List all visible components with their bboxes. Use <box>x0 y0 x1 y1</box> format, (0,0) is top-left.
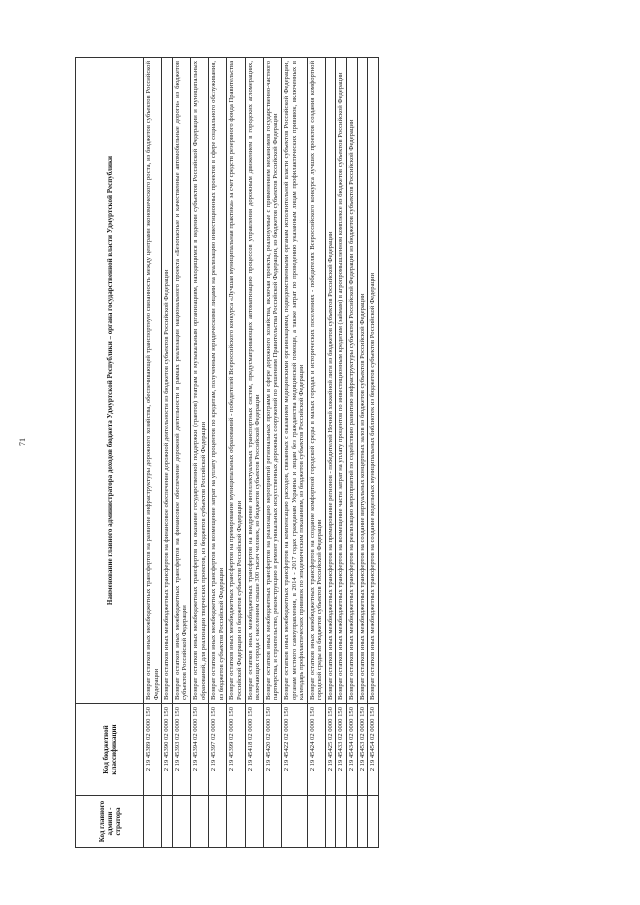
header-admin-code: Код главного админи - стратора <box>76 796 144 848</box>
budget-code-cell: 2 19 45454 02 0000 150 <box>368 704 379 796</box>
name-cell: Возврат остатков иных межбюджетных трансфертов на премирование муниципальных образований - победителей Всероссийского конкурса «Лучшая муниципальная практика» за счет средств резервного фонда Правительства Российской Федерации из бюджетов субъектов Российской Федерации <box>227 58 245 704</box>
table-row <box>368 58 379 848</box>
name-cell: Возврат остатков иных межбюджетных трансфертов на внедрение интеллектуальных транспортных систем, предусматривающих автоматизацию процессов управления дорожным движением в городских агломерациях, включающих города с населением свыше 300 тысяч человек, из бюджетов субъектов Российской Федерации <box>245 58 263 704</box>
admin-code-cell <box>162 796 173 848</box>
admin-code-cell <box>347 796 358 848</box>
budget-code-cell: 2 19 45424 02 0000 150 <box>307 704 325 796</box>
table-row <box>325 58 336 848</box>
budget-code-cell: 2 19 45422 02 0000 150 <box>281 704 307 796</box>
budget-code-cell: 2 19 45453 02 0000 150 <box>357 704 368 796</box>
table-row <box>245 58 263 848</box>
name-cell: Возврат остатков иных межбюджетных трансфертов на создание виртуальных концертных залов из бюджетов субъектов Российской Федерации <box>357 58 368 704</box>
table-body <box>144 58 379 848</box>
name-cell: Возврат остатков иных межбюджетных трансфертов на финансовое обеспечение дорожной деятельности в рамках реализации национального проекта «Безопасные и качественные автомобильные дороги» из бюджетов субъектов Российской Федерации <box>172 58 190 704</box>
name-cell: Возврат остатков иных межбюджетных трансфертов на финансовое обеспечение дорожной деятельности из бюджетов субъектов Российской Федерации <box>162 58 173 704</box>
admin-code-cell <box>281 796 307 848</box>
header-budget-code: Код бюджетной классификации <box>76 704 144 796</box>
budget-code-cell: 2 19 45425 02 0000 150 <box>325 704 336 796</box>
table-row <box>162 58 173 848</box>
name-cell: Возврат остатков иных межбюджетных трансфертов на оказание государственной поддержки (грантов) театрам и музыкальным организациям, находящимся в ведении субъектов Российской Федерации и муниципальных образований, для реализации творческих проектов, из бюджетов субъектов Российской Федерации <box>190 58 208 704</box>
budget-code-cell: 2 19 45418 02 0000 150 <box>245 704 263 796</box>
admin-code-cell <box>227 796 245 848</box>
table-row <box>144 58 162 848</box>
table-row <box>347 58 358 848</box>
table-row <box>209 58 227 848</box>
table-row <box>227 58 245 848</box>
budget-code-cell: 2 19 45389 02 0000 150 <box>144 704 162 796</box>
admin-code-cell <box>245 796 263 848</box>
revenue-administrators-table <box>75 57 379 848</box>
table-row <box>190 58 208 848</box>
budget-code-cell: 2 19 45399 02 0000 150 <box>227 704 245 796</box>
table-row <box>336 58 347 848</box>
admin-code-cell <box>357 796 368 848</box>
budget-code-cell: 2 19 45390 02 0000 150 <box>162 704 173 796</box>
budget-code-cell: 2 19 45420 02 0000 150 <box>263 704 281 796</box>
budget-code-cell: 2 19 45394 02 0000 150 <box>190 704 208 796</box>
table-header-row <box>76 58 144 848</box>
admin-code-cell <box>368 796 379 848</box>
admin-code-cell <box>190 796 208 848</box>
admin-code-cell <box>172 796 190 848</box>
name-cell: Возврат остатков иных межбюджетных трансфертов на реализацию мероприятий региональных программ в сфере дорожного хозяйства, включая проекты, реализуемые с применением механизмов государственно-частного партнерства, и строительство, реконструкцию и ремонт уникальных искусственных дорожных сооружений по решениям Правительства Российской Федерации, из бюджетов субъектов Российской Федерации <box>263 58 281 704</box>
name-cell: Возврат остатков иных межбюджетных трансфертов на возмещение затрат на уплату процентов по кредитам, полученным юридическими лицами на реализацию инвестиционных проектов в сфере социального обслуживания, из бюджетов субъектов Российской Федерации <box>209 58 227 704</box>
table-row <box>307 58 325 848</box>
table-row <box>172 58 190 848</box>
admin-code-cell <box>144 796 162 848</box>
admin-code-cell <box>336 796 347 848</box>
budget-code-cell: 2 19 45393 02 0000 150 <box>172 704 190 796</box>
admin-code-cell <box>307 796 325 848</box>
name-cell: Возврат остатков иных межбюджетных трансфертов на возмещение части затрат на уплату процентов по инвестиционным кредитам (займам) в агропромышленном комплексе из бюджетов субъектов Российской Федерации <box>336 58 347 704</box>
name-cell: Возврат остатков иных межбюджетных трансфертов на компенсацию расходов, связанных с оказанием медицинскими организациями, подведомственными органам исполнительной власти субъектов Российской Федерации, органам местного самоуправления, в 2014 - 2017 годах гражданам Украины и лицам без гражданства медицинской помощи, а также затрат по проведению указанным лицам профилактических прививок, включенных в календарь профилактических прививок по эпидемическим показаниям, из бюджетов субъектов Российской Федерации <box>281 58 307 704</box>
name-cell: Возврат остатков иных межбюджетных трансфертов на создание модельных муниципальных библиотек из бюджетов субъектов Российской Федерации <box>368 58 379 704</box>
admin-code-cell <box>263 796 281 848</box>
name-cell: Возврат остатков иных межбюджетных трансфертов на развитие инфраструктуры дорожного хозяйства, обеспечивающей транспортную связанность между центрами экономического роста, из бюджетов субъектов Российской Федерации <box>144 58 162 704</box>
rotated-table-container <box>75 58 585 848</box>
header-name: Наименование главного администратора доходов бюджета Удмуртской Республики – органа государственной власти Удмуртской Республики <box>76 58 144 704</box>
budget-code-cell: 2 19 45433 02 0000 150 <box>336 704 347 796</box>
table-row <box>263 58 281 848</box>
admin-code-cell <box>325 796 336 848</box>
name-cell: Возврат остатков иных межбюджетных трансфертов на создание комфортной городской среды в малых городах и исторических поселениях - победителях Всероссийского конкурса лучших проектов создания комфортной городской среды из бюджетов субъектов Российской Федерации <box>307 58 325 704</box>
page-number: 71 <box>18 438 27 446</box>
name-cell: Возврат остатков иных межбюджетных трансфертов на реализацию мероприятий по содействию развитию инфраструктуры субъектов Российской Федерации из бюджетов субъектов Российской Федерации <box>347 58 358 704</box>
budget-code-cell: 2 19 45434 02 0000 150 <box>347 704 358 796</box>
table-row <box>281 58 307 848</box>
admin-code-cell <box>209 796 227 848</box>
name-cell: Возврат остатков иных межбюджетных трансфертов на премирование регионов - победителей Ночной хоккейной лиги из бюджетов субъектов Российской Федерации <box>325 58 336 704</box>
budget-code-cell: 2 19 45397 02 0000 150 <box>209 704 227 796</box>
table-row <box>357 58 368 848</box>
